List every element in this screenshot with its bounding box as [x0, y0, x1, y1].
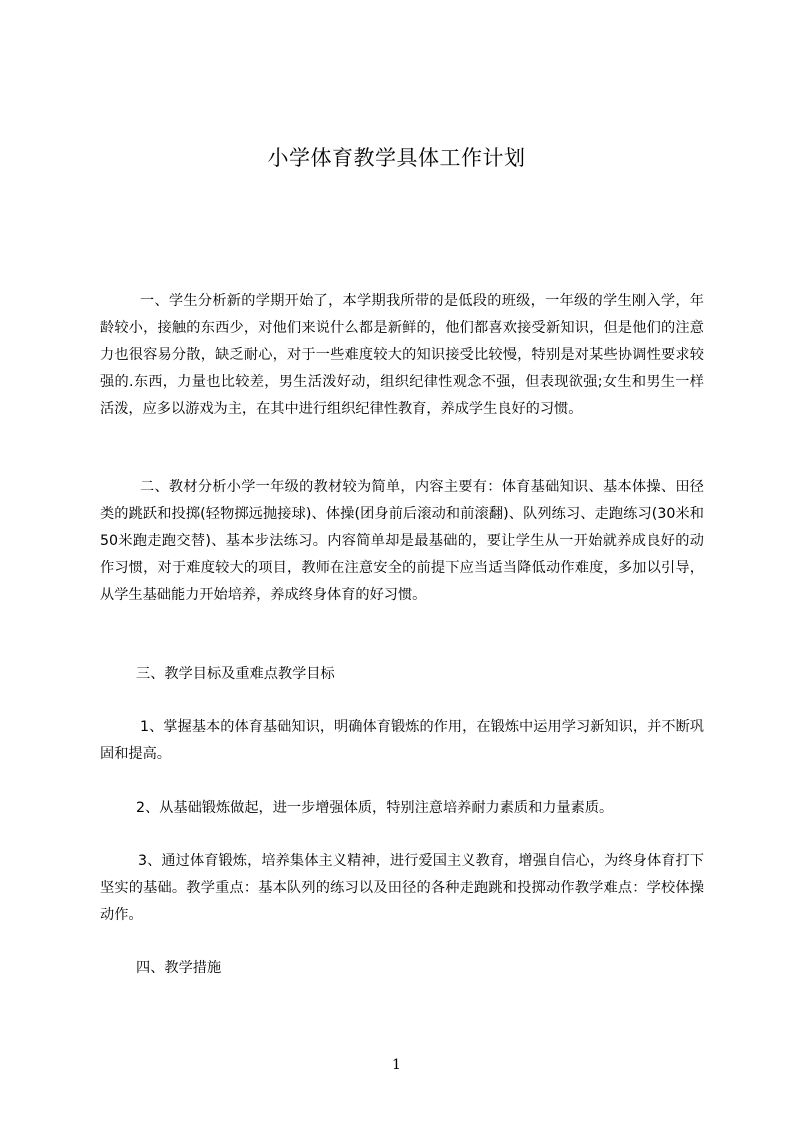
- section-heading-goals: 三、教学目标及重难点教学目标: [136, 666, 335, 682]
- section-heading-measures: 四、教学措施: [136, 960, 222, 976]
- document-title: 小学体育教学具体工作计划: [267, 146, 526, 170]
- page-number: 1: [392, 1057, 401, 1073]
- paragraph-student-analysis: 一、学生分析新的学期开始了，本学期我所带的是低段的班级，一年级的学生刚入学，年龄较小，接触的东西少，对他们来说什么都是新鲜的，他们都喜欢接受新知识，但是他们的注意力也很容易分散，缺乏耐心，对于一些难度较大的知识接受比较慢，特别是对某些协调性要求较强的.东西，力量也比较差，男生活泼好动，组织纪律性观念不强，但表现欲强;女生和男生一样活泼，应多以游戏为主，在其中进行组织纪律性教育，养成学生良好的习惯。: [100, 293, 704, 417]
- paragraph-goal-1: 1、掌握基本的体育基础知识，明确体育锻炼的作用，在锻炼中运用学习新知识，并不断巩固和提高。: [100, 719, 704, 762]
- paragraph-goal-3: 3、通过体育锻炼，培养集体主义精神，进行爱国主义教育，增强自信心，为终身体育打下坚实的基础。教学重点：基本队列的练习以及田径的各种走跑跳和投掷动作教学难点：学校体操动作。: [100, 853, 704, 923]
- paragraph-goal-2: 2、从基础锻炼做起，进一步增强体质，特别注意培养耐力素质和力量素质。: [136, 800, 614, 816]
- paragraph-material-analysis: 二、教材分析小学一年级的教材较为简单，内容主要有：体育基础知识、基本体操、田径类的跳跃和投掷(轻物掷远抛接球)、体操(团身前后滚动和前滚翻)、队列练习、走跑练习(30米和50米跑走跑交替)、基本步法练习。内容简单却是最基础的，要让学生从一开始就养成良好的动作习惯，对于难度较大的项目，教师在注意安全的前提下应当适当降低动作难度，多加以引导，从学生基础能力开始培养，养成终身体育的好习惯。: [100, 479, 704, 603]
